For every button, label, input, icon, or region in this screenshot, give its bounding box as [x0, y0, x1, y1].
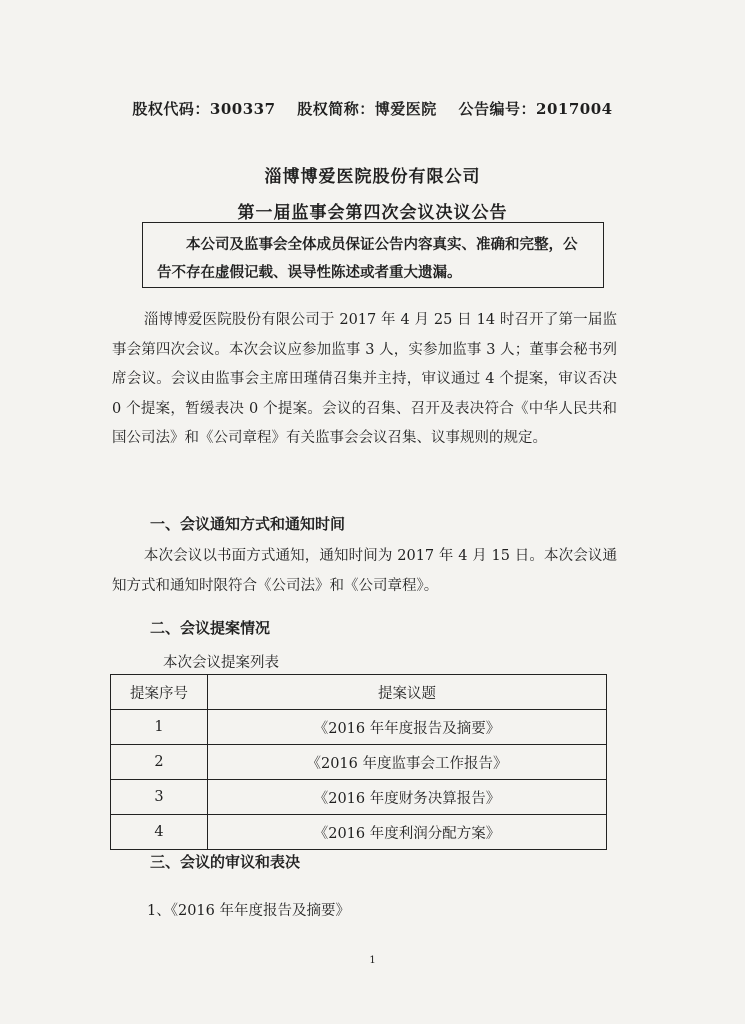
- section-3-title: 三、会议的审议和表决: [150, 853, 301, 871]
- header-proposal-no: 提案序号: [111, 675, 208, 710]
- page-number: 1: [369, 955, 376, 966]
- item-1-heading: 1、《2016 年年度报告及摘要》: [147, 903, 350, 919]
- proposal-topic: 《2016 年度监事会工作报告》: [208, 745, 607, 780]
- table-row: [111, 815, 607, 850]
- header-line: [0, 98, 745, 119]
- proposal-no: 3: [111, 780, 208, 815]
- notice-number: 公告编号：2017004: [458, 100, 613, 118]
- section-1-title: 一、会议通知方式和通知时间: [150, 515, 346, 533]
- assurance-notice-box: 本公司及监事会全体成员保证公告内容真实、准确和完整，公告不存在虚假记载、误导性陈述或者重大遗漏。: [142, 222, 604, 288]
- section-2-title: 二、会议提案情况: [150, 619, 271, 637]
- company-title: 淄博博爱医院股份有限公司: [264, 167, 481, 187]
- table-row: [111, 780, 607, 815]
- table-header-row: [111, 675, 607, 710]
- proposal-topic: 《2016 年度财务决算报告》: [208, 780, 607, 815]
- section-1-body: 本次会议以书面方式通知，通知时间为 2017 年 4 月 15 日。本次会议通知方式和通知时限符合《公司法》和《公司章程》。: [112, 548, 617, 594]
- header-proposal-topic: 提案议题: [208, 675, 607, 710]
- proposal-topic: 《2016 年度利润分配方案》: [208, 815, 607, 850]
- stock-code: 股权代码：300337: [132, 100, 276, 118]
- intro-paragraph: 淄博博爱医院股份有限公司于 2017 年 4 月 25 日 14 时召开了第一届监事会第四次会议。本次会议应参加监事 3 人，实参加监事 3 人；董事会秘书列席会议。会议由监事会主席田瑾倩召集并主持，审议通过 4 个提案，审议否决 0 个提案，暂缓表决 0 个提案。会议的召集、召开及表决符合《中华人民共和国公司法》和《公司章程》有关监事会会议召集、议事规则的规定。: [112, 312, 617, 446]
- proposal-topic: 《2016 年年度报告及摘要》: [208, 710, 607, 745]
- proposal-no: 4: [111, 815, 208, 850]
- table-caption: 本次会议提案列表: [163, 655, 279, 671]
- proposal-no: 2: [111, 745, 208, 780]
- proposal-no: 1: [111, 710, 208, 745]
- table-row: [111, 710, 607, 745]
- proposal-table: [110, 674, 607, 850]
- notice-title: 第一届监事会第四次会议决议公告: [237, 203, 508, 223]
- stock-name: 股权简称：博爱医院: [297, 100, 437, 118]
- table-row: [111, 745, 607, 780]
